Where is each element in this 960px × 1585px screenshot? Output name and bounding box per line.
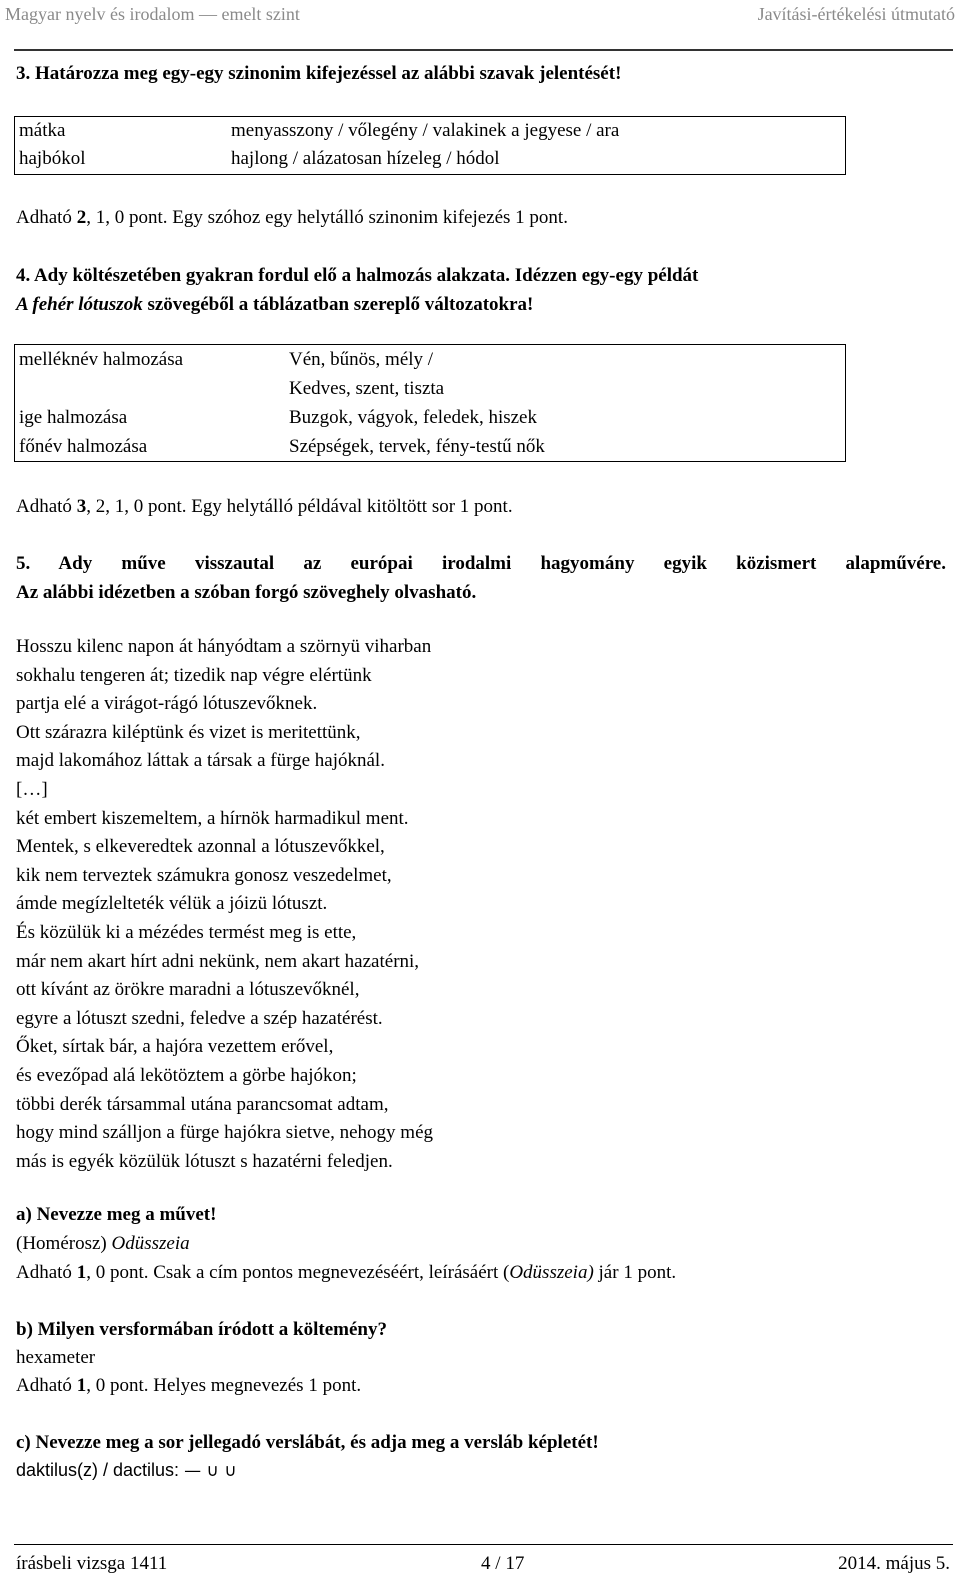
q3-answer: menyasszony / vőlegény / valakinek a jegyese / ara: [231, 120, 620, 141]
q5b-scoring: [16, 1371, 361, 1400]
poem-line: […]: [16, 778, 48, 800]
q4-scoring: [16, 492, 513, 521]
q4-title-line1: 4. Ady költészetében gyakran fordul elő a halmozás alakzata. Idézzen egy-egy példát: [16, 265, 699, 286]
q5b-question: b) Milyen versformában íródott a költemény?: [16, 1319, 387, 1340]
scoring-italic: Odüsszeia): [509, 1262, 594, 1283]
poem-line: sokhalu tengeren át; tizedik nap végre elértünk: [16, 664, 372, 686]
poem-line: Mentek, s elkeveredtek azonnal a lótuszevőkkel,: [16, 836, 385, 858]
poem-line: hogy mind szálljon a fürge hajókra sietve, nehogy még: [16, 1122, 434, 1144]
scoring-prefix: Adható: [16, 1375, 77, 1396]
poem-line: egyre a lótuszt szedni, feledve a szép hazatérést.: [16, 1007, 383, 1029]
q4-row: [15, 345, 845, 403]
q5-title-line1: 5. Ady műve visszautal az európai irodalmi hagyomány egyik közismert alapművére.: [16, 553, 946, 574]
q4-example-line: Kedves, szent, tiszta: [289, 378, 445, 399]
footer-left: írásbeli vizsga 1411: [16, 1553, 168, 1574]
scoring-prefix: Adható: [16, 207, 77, 228]
poem-line: Ott szárazra kiléptünk és vizet is meritettünk,: [16, 721, 361, 743]
scoring-end: jár 1 pont.: [593, 1262, 677, 1283]
q5c-answer: [16, 1456, 237, 1486]
scoring-max: 3: [76, 496, 87, 517]
poem-line: két embert kiszemeltem, a hírnök harmadikul ment.: [16, 807, 409, 829]
header-left: Magyar nyelv és irodalom — emelt szint: [5, 4, 300, 24]
q5-title-line2: Az alábbi idézetben a szóban forgó szöveghely olvasható.: [16, 582, 477, 603]
poem-line: Őket, sírtak bár, a hajóra vezettem erővel,: [16, 1036, 334, 1058]
q4-row: [15, 432, 845, 461]
q4-example: Buzgok, vágyok, feledek, hiszek: [289, 407, 537, 428]
q3-table: [14, 116, 846, 175]
q5a-answer: [16, 1229, 190, 1258]
page-header: [5, 3, 955, 25]
header-right: Javítási-értékelési útmutató: [757, 4, 955, 24]
q4-label: melléknév halmozása: [19, 349, 184, 370]
scoring-max: 1: [76, 1262, 87, 1283]
poem-line: És közülük ki a mézédes termést meg is ette,: [16, 921, 357, 943]
q5c-answer-text: daktilus(z) / dactilus:: [16, 1460, 185, 1480]
poem-line: és evezőpad alá lekötöztem a görbe hajókon;: [16, 1064, 357, 1086]
scoring-rest: , 1, 0 pont. Egy szóhoz egy helytálló szinonim kifejezés 1 pont.: [86, 207, 568, 228]
poem-line: ámde megízlelteték vélük a jóizü lótuszt.: [16, 893, 328, 915]
footer-page-number: 4 / 17: [481, 1553, 525, 1574]
q5c-question: c) Nevezze meg a sor jellegadó verslábát, és adja meg a versláb képletét!: [16, 1432, 599, 1453]
poem-excerpt: [16, 632, 433, 1175]
q4-example-line: Vén, bűnös, mély /: [289, 349, 434, 370]
q4-title-line2: [16, 290, 533, 319]
poem-line: kik nem terveztek számukra gonosz veszedelmet,: [16, 864, 392, 886]
q3-word: hajbókol: [19, 148, 86, 169]
scoring-rest: , 0 pont. Helyes megnevezés 1 pont.: [86, 1375, 362, 1396]
q5b-answer: hexameter: [16, 1347, 96, 1368]
q4-row: [15, 403, 845, 432]
header-rule: [14, 49, 953, 51]
q5a-question: a) Nevezze meg a művet!: [16, 1204, 217, 1225]
dactyl-formula: — ∪ ∪: [184, 1461, 237, 1481]
poem-line: ott kívánt az örökre maradni a lótuszevőknél,: [16, 979, 360, 1001]
q5a-scoring: [16, 1258, 676, 1287]
poem-line: többi derék társammal utána parancsomat adtam,: [16, 1093, 389, 1115]
q3-answer: hajlong / alázatosan hízeleg / hódol: [231, 148, 500, 169]
q4-example: [289, 345, 444, 403]
scoring-max: 2: [76, 207, 87, 228]
q3-scoring: [16, 203, 568, 232]
q3-row: [15, 117, 845, 145]
q3-word: mátka: [19, 120, 66, 141]
q4-table: [14, 344, 846, 462]
poem-line: Hosszu kilenc napon át hányódtam a szörnyü viharban: [16, 636, 432, 657]
q4-title-italic: A fehér lótuszok: [16, 294, 143, 315]
q3-title: 3. Határozza meg egy-egy szinonim kifejezéssel az alábbi szavak jelentését!: [16, 63, 622, 84]
scoring-rest: , 2, 1, 0 pont. Egy helytálló példával kitöltött sor 1 pont.: [86, 496, 513, 517]
poem-line: más is egyék közülük lótuszt s hazatérni feledjen.: [16, 1150, 393, 1172]
q4-label: főnév halmozása: [19, 436, 148, 457]
footer-date: 2014. május 5.: [838, 1553, 950, 1574]
q3-row: [15, 145, 845, 173]
q4-title-rest: szövegéből a táblázatban szereplő változatokra!: [142, 294, 534, 315]
q5a-answer-title: Odüsszeia: [111, 1233, 190, 1254]
scoring-prefix: Adható: [16, 496, 77, 517]
q5a-answer-author: (Homérosz): [16, 1233, 112, 1254]
scoring-rest: , 0 pont. Csak a cím pontos megnevezéséért, leírásáért (: [86, 1262, 510, 1283]
poem-line: már nem akart hírt adni nekünk, nem akart hazatérni,: [16, 950, 420, 972]
poem-line: majd lakomához láttak a társak a fürge hajóknál.: [16, 750, 385, 772]
poem-line: partja elé a virágot-rágó lótuszevőknek.: [16, 693, 318, 715]
q4-example: Szépségek, tervek, fény-testű nők: [289, 436, 545, 457]
q4-label: ige halmozása: [19, 407, 128, 428]
footer-rule: [14, 1544, 953, 1545]
page-footer: [16, 1550, 950, 1578]
scoring-prefix: Adható: [16, 1262, 77, 1283]
scoring-max: 1: [76, 1375, 87, 1396]
